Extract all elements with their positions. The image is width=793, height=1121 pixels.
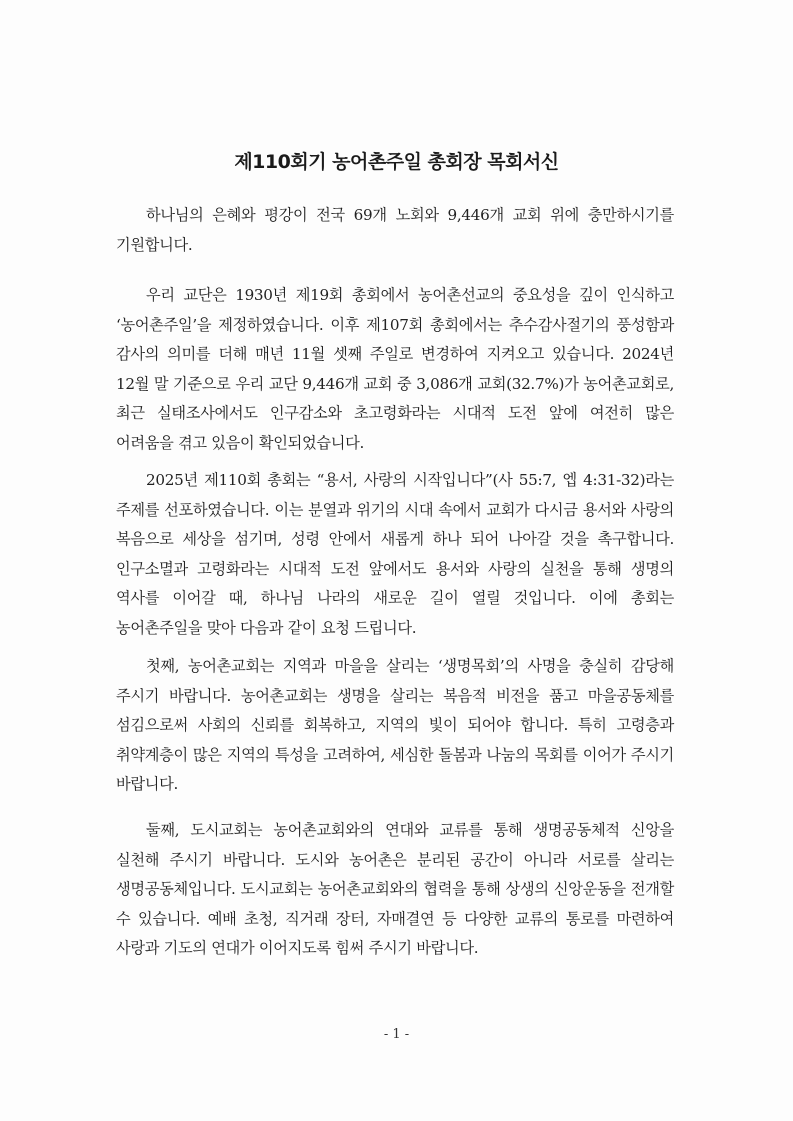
- paragraph-history: 우리 교단은 1930년 제19회 총회에서 농어촌선교의 중요성을 깊이 인식하고 ‘농어촌주일’을 제정하였습니다. 이후 제107회 총회에서는 추수감사절기의 풍성함과 감사의 의미를 더해 매년 11월 셋째 주일로 변경하여 지켜오고 있습니다. 2024년 12월 말 기준으로 우리 교단 9,446개 교회 중 3,086개 교회(32.7%)가 농어촌교회로, 최근 실태조사에서도 인구감소와 초고령화라는 시대적 도전 앞에 여전히 많은 어려움을 겪고 있음이 확인되었습니다.: [116, 286, 674, 452]
- paragraph-first-request: 첫째, 농어촌교회는 지역과 마을을 살리는 ‘생명목회’의 사명을 충실히 감당해 주시기 바랍니다. 농어촌교회는 생명을 살리는 복음적 비전을 품고 마을공동체를 섬김으로써 사회의 신뢰를 회복하고, 지역의 빛이 되어야 합니다. 특히 고령층과 취약계층이 많은 지역의 특성을 고려하여, 세심한 돌봄과 나눔의 목회를 이어가 주시기 바랍니다.: [116, 657, 674, 794]
- page-number: - 1 -: [383, 1027, 410, 1042]
- document-title: 제110회기 농어촌주일 총회장 목회서신: [234, 151, 559, 173]
- paragraph-second-request: 둘째, 도시교회는 농어촌교회와의 연대와 교류를 통해 생명공동체적 신앙을 실천해 주시기 바랍니다. 도시와 농어촌은 분리된 공간이 아니라 서로를 살리는 생명공동체입니다. 도시교회는 농어촌교회와의 협력을 통해 상생의 신앙운동을 전개할 수 있습니다. 예배 초청, 직거래 장터, 자매결연 등 다양한 교류의 통로를 마련하여 사랑과 기도의 연대가 이어지도록 힘써 주시기 바랍니다.: [116, 821, 674, 958]
- paragraph-greeting: 하나님의 은혜와 평강이 전국 69개 노회와 9,446개 교회 위에 충만하시기를 기원합니다.: [116, 206, 674, 254]
- paragraph-theme: 2025년 제110회 총회는 “용서, 사랑의 시작입니다”(사 55:7, 엡 4:31-32)라는 주제를 선포하였습니다. 이는 분열과 위기의 시대 속에서 교회가 다시금 용서와 사랑의 복음으로 세상을 섬기며, 성령 안에서 새롭게 하나 되어 나아갈 것을 촉구합니다. 인구소멸과 고령화라는 시대적 도전 앞에서도 용서와 사랑의 실천을 통해 생명의 역사를 이어갈 때, 하나님 나라의 새로운 길이 열릴 것입니다. 이에 총회는 농어촌주일을 맞아 다음과 같이 요청 드립니다.: [116, 471, 674, 637]
